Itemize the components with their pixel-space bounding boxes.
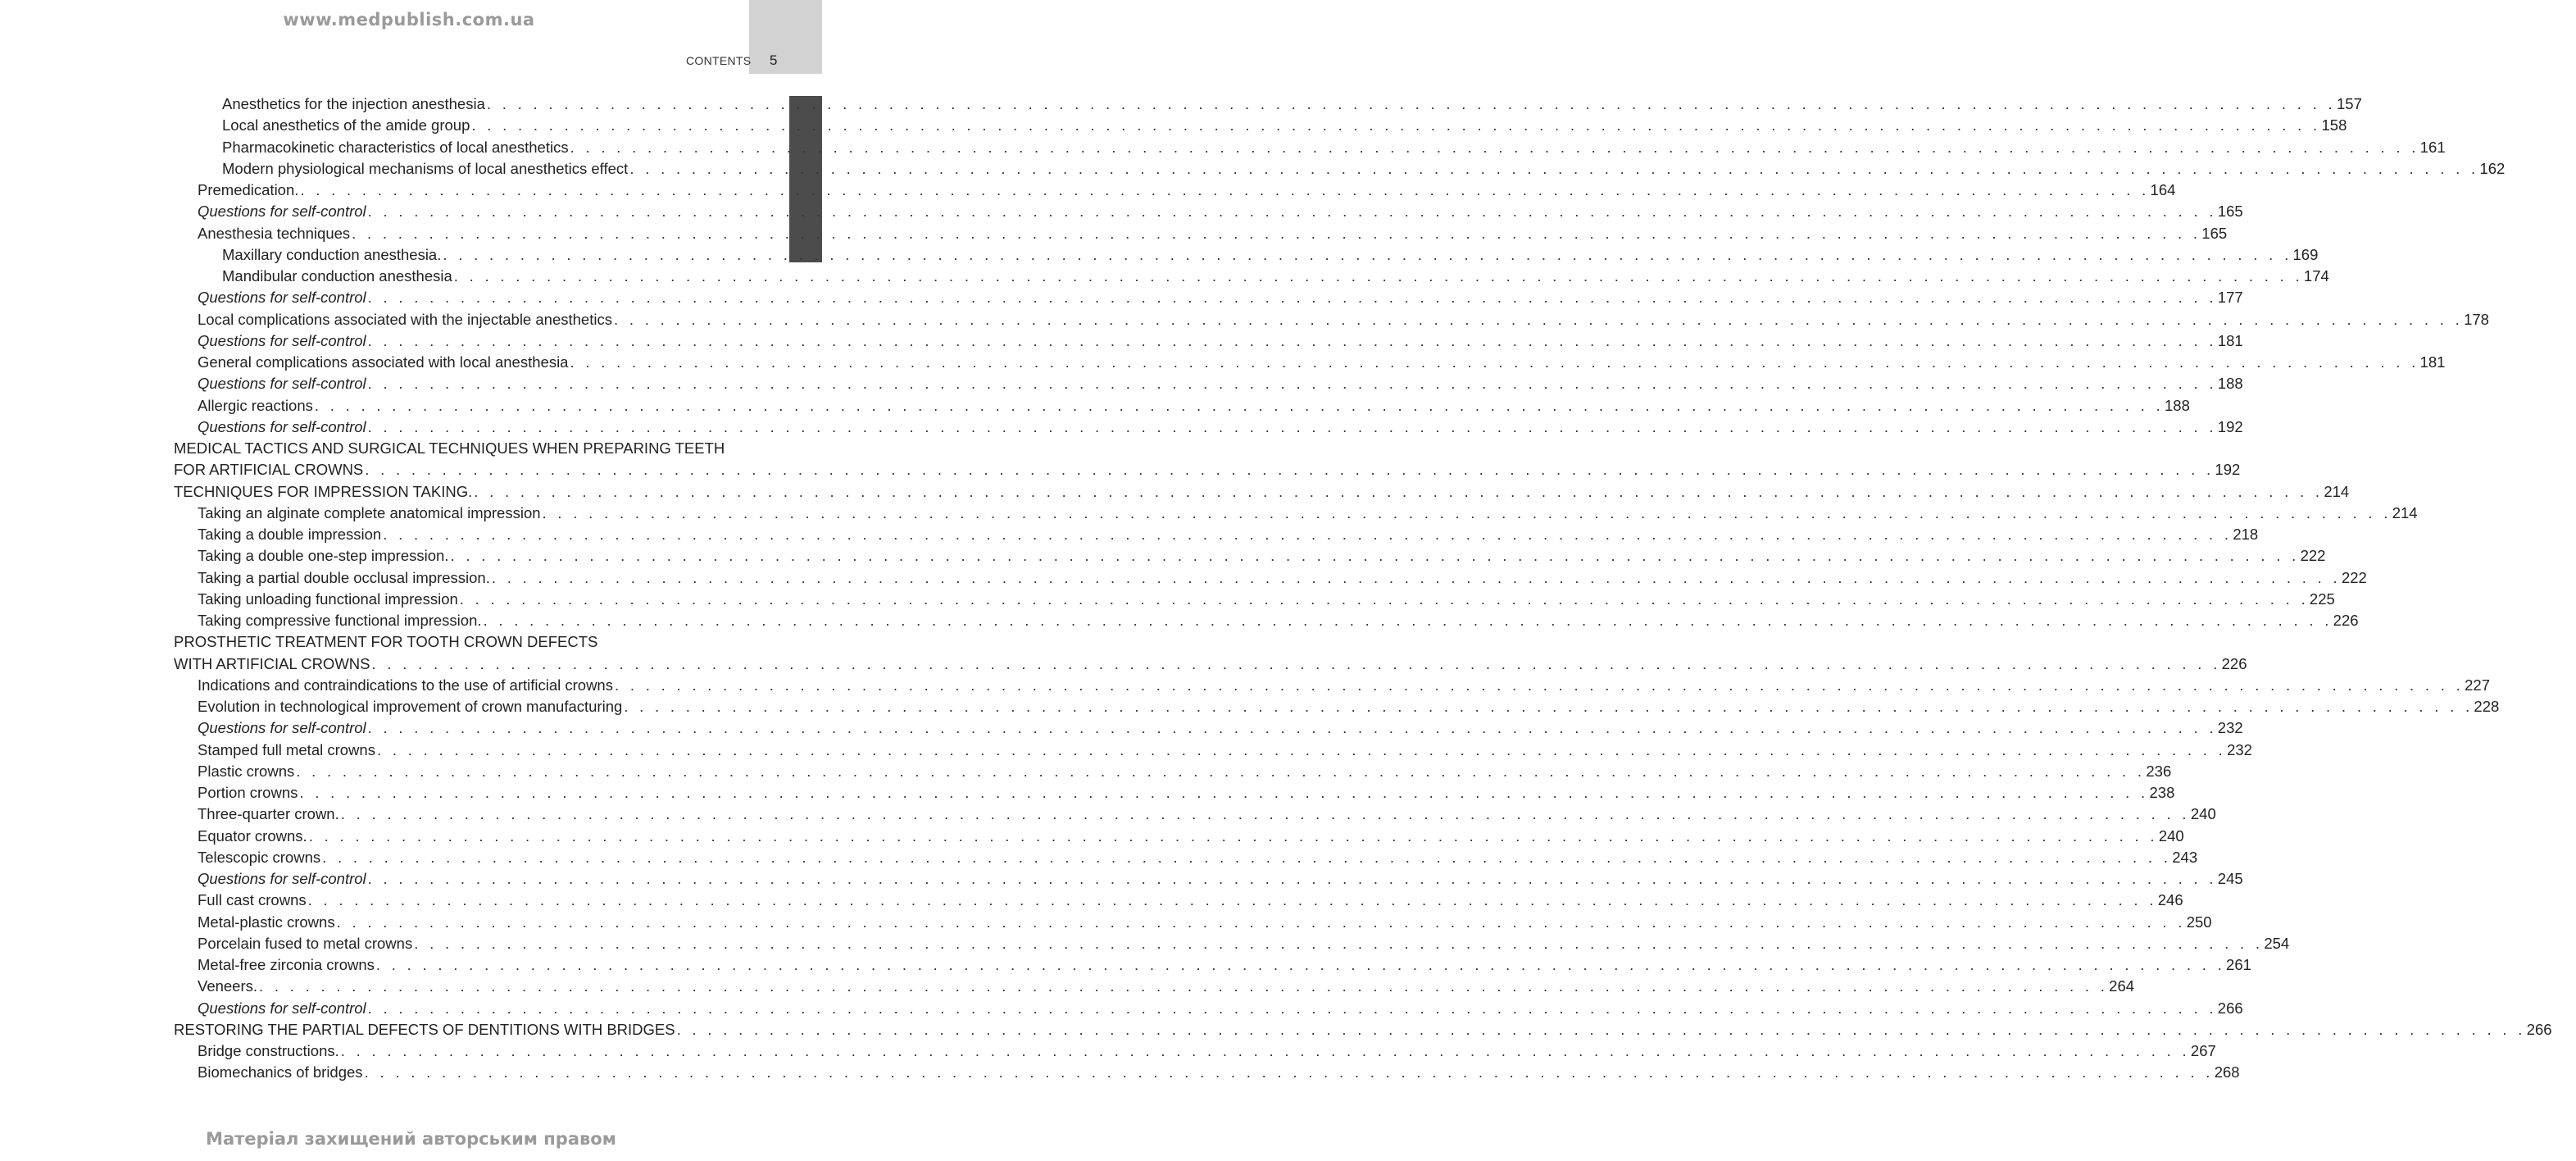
toc-entry-title: Evolution in technological improvement of crown manufacturing [198,696,624,717]
toc-entry-title: Questions for self-control [198,201,368,222]
toc-dot-leader: . . . . . . . . . . . . . . . . . . . . . . . . . . . . . . . . . . . . . . . . . . . . . . . . . . . . . . . . . . . . . . . . . . . . . . . . . . . . . . . . . . . . . . . . . . . . . . . . . . . . . . . . . . . . . . . . . . . . . . . . [570,353,2419,371]
toc-entry-page-number: 177 [2217,287,2243,308]
running-head: CONTENTS [686,54,752,67]
toc-entry-row [198,826,2184,847]
toc-entry[interactable] [222,115,2347,136]
toc-entry-title: Biomechanics of bridges [198,1062,365,1083]
toc-entry-title: Porcelain fused to metal crowns [198,933,414,954]
toc-entry-row [198,373,2243,394]
toc-entry-title: Questions for self-control [198,998,368,1019]
toc-entry-title: Local complications associated with the injectable anesthetics [198,309,614,330]
toc-entry-row [198,1040,2216,1062]
toc-entry-page-number: 174 [2303,266,2329,287]
toc-entry-title: Bridge constructions. [198,1040,341,1062]
toc-entry-row [174,481,2350,503]
toc-entry[interactable] [198,761,2172,782]
toc-entry-row [198,395,2190,417]
toc-entry-title: Questions for self-control [198,330,368,352]
toc-entry-row [198,804,2216,825]
table-of-contents [0,93,2552,1084]
toc-entry-row [174,438,750,459]
toc-entry[interactable] [198,1040,2216,1062]
toc-entry[interactable] [198,675,2490,696]
toc-entry-page-number: 267 [2190,1040,2216,1062]
toc-entry-row [198,223,2228,244]
toc-entry-title: Taking an alginate complete anatomical impression [198,503,543,524]
toc-entry-title: Pharmacokinetic characteristics of local anesthetics [222,137,570,158]
toc-dot-leader: . . . . . . . . . . . . . . . . . . . . . . . . . . . . . . . . . . . . . . . . . . . . . . . . . . . . . . . . . . . . . . . . . . . . . . . . . . . . . . . . . . . . . . . . . . . . . . . . . . . . . . . . . . . . . . . . . . . . . . . . [443,245,2292,263]
toc-entry-row [198,503,2418,524]
toc-entry-title: Metal-free zirconia crowns [198,954,376,976]
toc-entry-page-number: 228 [2473,696,2499,717]
toc-entry-title: Maxillary conduction anesthesia. [222,244,443,266]
toc-entry-page-number: 240 [2158,826,2184,847]
toc-entry-page-number: 169 [2292,244,2319,266]
toc-dot-leader: . . . . . . . . . . . . . . . . . . . . . . . . . . . . . . . . . . . . . . . . . . . . . . . . . . . . . . . . . . . . . . . . . . . . . . . . . . . . . . . . . . . . . . . . . . . . . . . . . . . . . . . . . . . . . . . . . . . . . . . . [308,826,2158,845]
toc-entry-page-number: 266 [2217,998,2243,1019]
toc-entry-title: FOR ARTIFICIAL CROWNS [174,459,365,480]
toc-entry[interactable] [198,1062,2240,1083]
toc-entry-row [198,847,2198,868]
toc-entry[interactable] [198,998,2243,1019]
toc-entry-title: Taking compressive functional impression. [198,610,484,631]
toc-dot-leader: . . . . . . . . . . . . . . . . . . . . . . . . . . . . . . . . . . . . . . . . . . . . . . . . . . . . . . . . . . . . . . . . . . . . . . . . . . . . . . . . . . . . . . . . . . . . . . . . . . . . . . . . . . . . . . . . . . . . . . . . [364,1063,2214,1081]
toc-entry[interactable] [198,180,2176,201]
toc-entry[interactable] [198,352,2446,373]
toc-entry-title: Questions for self-control [198,373,368,394]
toc-dot-leader: . . . . . . . . . . . . . . . . . . . . . . . . . . . . . . . . . . . . . . . . . . . . . . . . . . . . . . . . . . . . . . . . . . . . . . . . . . . . . . . . . . . . . . . . . . . . . . . . . . . . . . . . . . . . . . . . . . . . . . . . [570,138,2419,156]
toc-entry-page-number: 181 [2419,352,2446,373]
toc-entry-row [198,180,2176,201]
toc-entry-row [198,675,2490,696]
toc-entry[interactable] [198,201,2243,222]
toc-entry-title: WITH ARTIFICIAL CROWNS [174,653,371,675]
toc-dot-leader: . . . . . . . . . . . . . . . . . . . . . . . . . . . . . . . . . . . . . . . . . . . . . . . . . . . . . . . . . . . . . . . . . . . . . . . . . . . . . . . . . . . . . . . . . . . . . . . . . . . . . . . . . . . . . . . . . . . . . . . . [614,676,2465,694]
toc-entry-page-number: 246 [2157,890,2183,911]
toc-entry[interactable] [198,826,2184,847]
toc-entry-page-number: 238 [2149,782,2175,804]
toc-dot-leader: . . . . . . . . . . . . . . . . . . . . . . . . . . . . . . . . . . . . . . . . . . . . . . . . . . . . . . . . . . . . . . . . . . . . . . . . . . . . . . . . . . . . . . . . . . . . . . . . . . . . . . . . . . . . . . . . . . . . . . . . [542,503,2392,521]
toc-entry-title: Taking unloading functional impression [198,589,460,610]
toc-entry-row [222,137,2446,158]
toc-entry-page-number: 192 [2217,417,2243,438]
toc-entry[interactable] [198,330,2243,352]
toc-entry-row [198,309,2489,330]
toc-entry-page-number: 222 [2341,567,2367,589]
toc-entry-page-number: 226 [2221,653,2247,675]
toc-entry-page-number: 181 [2217,330,2243,352]
toc-entry-page-number: 157 [2336,93,2362,115]
toc-entry[interactable] [222,93,2362,115]
toc-entry[interactable] [222,137,2446,158]
toc-entry-title: Telescopic crowns [198,847,322,868]
toc-entry-page-number: 250 [2186,912,2212,933]
toc-entry-row [222,244,2319,266]
toc-entry-page-number: 266 [2526,1019,2552,1040]
toc-entry-row [198,933,2290,954]
toc-entry-title: Stamped full metal crowns [198,740,377,761]
toc-entry-page-number: 188 [2217,373,2243,394]
toc-entry[interactable] [174,631,822,653]
toc-entry-title: TECHNIQUES FOR IMPRESSION TAKING. [174,481,474,503]
toc-entry-page-number: 225 [2309,589,2335,610]
toc-entry-page-number: 214 [2392,503,2418,524]
toc-dot-leader: . . . . . . . . . . . . . . . . . . . . . . . . . . . . . . . . . . . . . . . . . . . . . . . . . . . . . . . . . . . . . . . . . . . . . . . . . . . . . . . . . . . . . . . . . . . . . . . . . . . . . . . . . . . . . . . . . . . . . . . . [613,310,2464,328]
page-corner-tab [749,0,822,74]
toc-dot-leader: . . . . . . . . . . . . . . . . . . . . . . . . . . . . . . . . . . . . . . . . . . . . . . . . . . . . . . . . . . . . . . . . . . . . . . . . . . . . . . . . . . . . . . . . . . . . . . . . . . . . . . . . . . . . . . . . . . . . . . . . [367,375,2217,393]
toc-entry-page-number: 165 [2201,223,2227,244]
toc-entry-title: Local anesthetics of the amide group [222,115,471,136]
toc-entry-row [198,740,2252,761]
toc-dot-leader: . . . . . . . . . . . . . . . . . . . . . . . . . . . . . . . . . . . . . . . . . . . . . . . . . . . . . . . . . . . . . . . . . . . . . . . . . . . . . . . . . . . . . . . . . . . . . . . . . . . . . . . . . . . . . . . . . . . . . . . . [629,159,2479,177]
toc-dot-leader: . . . . . . . . . . . . . . . . . . . . . . . . . . . . . . . . . . . . . . . . . . . . . . . . . . . . . . . . . . . . . . . . . . . . . . . . . . . . . . . . . . . . . . . . . . . . . . . . . . . . . . . . . . . . . . . . . . . . . . . . [383,526,2233,543]
toc-dot-leader: . . . . . . . . . . . . . . . . . . . . . . . . . . . . . . . . . . . . . . . . . . . . . . . . . . . . . . . . . . . . . . . . . . . . . . . . . . . . . . . . . . . . . . . . . . . . . . . . . . . . . . . . . . . . . . . . . . . . . . . . [483,612,2333,629]
toc-entry-row [198,589,2335,610]
toc-entry-title: Anesthetics for the injection anesthesia [222,93,487,115]
toc-entry-row [198,868,2243,890]
toc-dot-leader: . . . . . . . . . . . . . . . . . . . . . . . . . . . . . . . . . . . . . . . . . . . . . . . . . . . . . . . . . . . . . . . . . . . . . . . . . . . . . . . . . . . . . . . . . . . . . . . . . . . . . . . . . . . . . . . . . . . . . . . . [336,913,2186,931]
toc-entry-page-number: 188 [2164,395,2190,417]
toc-entry-title: PROSTHETIC TREATMENT FOR TOOTH CROWN DEFECTS [174,631,599,653]
toc-entry-row [174,653,2247,675]
toc-entry-page-number: 243 [2171,847,2197,868]
toc-entry[interactable] [198,717,2243,739]
toc-entry-title: Three-quarter crown. [198,804,341,825]
toc-entry-title: Taking a double impression [198,524,383,545]
toc-entry-page-number: 162 [2478,158,2505,180]
toc-entry-title: General complications associated with local anesthesia [198,352,570,373]
toc-entry[interactable] [222,266,2329,287]
toc-entry-title: MEDICAL TACTICS AND SURGICAL TECHNIQUES WHEN PREPARING TEETH [174,438,726,459]
toc-entry-row [198,696,2500,717]
toc-entry[interactable] [198,954,2251,976]
toc-entry-title: Anesthesia techniques [198,223,352,244]
toc-entry-page-number: 164 [2150,180,2176,201]
toc-entry[interactable] [198,976,2135,997]
toc-entry-page-number: 178 [2463,309,2489,330]
toc-dot-leader: . . . . . . . . . . . . . . . . . . . . . . . . . . . . . . . . . . . . . . . . . . . . . . . . . . . . . . . . . . . . . . . . . . . . . . . . . . . . . . . . . . . . . . . . . . . . . . . . . . . . . . . . . . . . . . . . . . . . . . . . [367,289,2217,307]
toc-dot-leader: . . . . . . . . . . . . . . . . . . . . . . . . . . . . . . . . . . . . . . . . . . . . . . . . . . . . . . . . . . . . . . . . . . . . . . . . . . . . . . . . . . . . . . . . . . . . . . . . . . . . . . . . . . . . . . . . . . . . . . . . [367,870,2217,887]
toc-dot-leader: . . . . . . . . . . . . . . . . . . . . . . . . . . . . . . . . . . . . . . . . . . . . . . . . . . . . . . . . . . . . . . . . . . . . . . . . . . . . . . . . . . . . . . . . . . . . . . . . . . . . . . . . . . . . . . . . . . . . . . . . [367,999,2217,1017]
toc-entry[interactable] [222,158,2506,180]
toc-entry-title: Mandibular conduction anesthesia [222,266,454,287]
toc-dot-leader: . . . . . . . . . . . . . . . . . . . . . . . . . . . . . . . . . . . . . . . . . . . . . . . . . . . . . . . . . . . . . . . . . . . . . . . . . . . . . . . . . . . . . . . . . . . . . . . . . . . . . . . . . . . . . . . . . . . . . . . . [340,805,2190,823]
toc-entry[interactable] [174,1019,2552,1040]
toc-entry[interactable] [198,912,2212,933]
toc-entry-title: Allergic reactions [198,395,315,417]
toc-dot-leader: . . . . . . . . . . . . . . . . . . . . . . . . . . . . . . . . . . . . . . . . . . . . . . . . . . . . . . . . . . . . . . . . . . . . . . . . . . . . . . . . . . . . . . . . . . . . . . . . . . . . . . . . . . . . . . . . . . . . . . . . [459,590,2309,608]
toc-entry-page-number: 254 [2263,933,2289,954]
toc-entry[interactable] [198,373,2243,394]
toc-entry-page-number: 227 [2464,675,2490,696]
toc-entry-page-number: 240 [2190,804,2216,825]
toc-entry-row [198,330,2243,352]
toc-dot-leader: . . . . . . . . . . . . . . . . . . . . . . . . . . . . . . . . . . . . . . . . . . . . . . . . . . . . . . . . . . . . . . . . . . . . . . . . . . . . . . . . . . . . . . . . . . . . . . . . . . . . . . . . . . . . . . . . . . . . . . . . [471,116,2321,134]
toc-entry-row [198,201,2243,222]
toc-dot-leader: . . . . . . . . . . . . . . . . . . . . . . . . . . . . . . . . . . . . . . . . . . . . . . . . . . . . . . . . . . . . . . . . . . . . . . . . . . . . . . . . . . . . . . . . . . . . . . . . . . . . . . . . . . . . . . . . . . . . . . . . [624,698,2474,715]
toc-dot-leader: . . . . . . . . . . . . . . . . . . . . . . . . . . . . . . . . . . . . . . . . . . . . . . . . . . . . . . . . . . . . . . . . . . . . . . . . . . . . . . . . . . . . . . . . . . . . . . . . . . . . . . . . . . . . . . . . . . . . . . . . [314,396,2165,414]
toc-dot-leader: . . . . . . . . . . . . . . . . . . . . . . . . . . . . . . . . . . . . . . . . . . . . . . . . . . . . . . . . . . . . . . . . . . . . . . . . . . . . . . . . . . . . . . . . . . . . . . . . . . . . . . . . . . . . . . . . . . . . . . . . [367,417,2217,435]
toc-entry-page-number: 192 [2214,459,2240,480]
toc-entry-row [222,158,2506,180]
toc-dot-leader: . . . . . . . . . . . . . . . . . . . . . . . . . . . . . . . . . . . . . . . . . . . . . . . . . . . . . . . . . . . . . . . . . . . . . . . . . . . . . . . . . . . . . . . . . . . . . . . . . . . . . . . . . . . . . . . . . . . . . . . . [676,1020,2526,1038]
toc-entry-title: Veneers. [198,976,259,997]
toc-entry[interactable] [198,847,2198,868]
toc-entry[interactable] [198,933,2290,954]
toc-entry-title: Full cast crowns [198,890,308,911]
toc-entry[interactable] [198,567,2367,589]
toc-entry[interactable] [198,417,2243,438]
watermark-top: www.medpublish.com.ua [283,10,535,30]
toc-dot-leader: . . . . . . . . . . . . . . . . . . . . . . . . . . . . . . . . . . . . . . . . . . . . . . . . . . . . . . . . . . . . . . . . . . . . . . . . . . . . . . . . . . . . . . . . . . . . . . . . . . . . . . . . . . . . . . . . . . . . . . . . [299,784,2149,801]
toc-entry-page-number: 264 [2108,976,2134,997]
toc-entry-row [198,954,2251,976]
toc-entry[interactable] [198,804,2216,825]
toc-entry-page-number: 232 [2226,740,2252,761]
toc-entry-page-number: 232 [2217,717,2243,739]
toc-entry-page-number: 268 [2214,1062,2240,1083]
toc-entry[interactable] [198,740,2252,761]
toc-dot-leader: . . . . . . . . . . . . . . . . . . . . . . . . . . . . . . . . . . . . . . . . . . . . . . . . . . . . . . . . . . . . . . . . . . . . . . . . . . . . . . . . . . . . . . . . . . . . . . . . . . . . . . . . . . . . . . . . . . . . . . . . [491,568,2341,586]
toc-entry[interactable] [198,868,2243,890]
toc-entry-row [198,352,2446,373]
toc-entry-title: Portion crowns [198,782,299,804]
toc-entry[interactable] [198,890,2183,911]
toc-entry-title: RESTORING THE PARTIAL DEFECTS OF DENTITIONS WITH BRIDGES [174,1019,677,1040]
toc-entry-row [198,782,2175,804]
toc-entry-row [174,1019,2552,1040]
toc-dot-leader: . . . . . . . . . . . . . . . . . . . . . . . . . . . . . . . . . . . . . . . . . . . . . . . . . . . . . . . . . . . . . . . . . . . . . . . . . . . . . . . . . . . . . . . . . . . . . . . . . . . . . . . . . . . . . . . . . . . . . . . . [375,956,2226,973]
toc-entry-row [222,266,2329,287]
toc-dot-leader: . . . . . . . . . . . . . . . . . . . . . . . . . . . . . . . . . . . . . . . . . . . . . . . . . . . . . . . . . . . . . . . . . . . . . . . . . . . . . . . . . . . . . . . . . . . . . . . . . . . . . . . . . . . . . . . . . . . . . . . . [296,762,2146,780]
toc-entry[interactable] [174,481,2350,503]
toc-entry-page-number: 161 [2419,137,2446,158]
toc-entry-title: Plastic crowns [198,761,296,782]
toc-entry-title: Metal-plastic crowns [198,912,337,933]
toc-entry-title: Questions for self-control [198,287,368,308]
watermark-bottom: Матеріал захищений авторським правом [206,1129,616,1149]
toc-entry-row [198,524,2259,545]
toc-entry-page-number [2448,631,2449,653]
toc-entry-row [198,912,2212,933]
toc-entry-page-number: 226 [2333,610,2359,631]
toc-entry[interactable] [174,438,822,459]
toc-entry-row [198,976,2135,997]
toc-entry[interactable] [198,503,2418,524]
toc-entry[interactable] [198,287,2243,308]
toc-entry[interactable] [198,524,2259,545]
toc-entry-row [198,761,2172,782]
toc-entry-title: Modern physiological mechanisms of local anesthetics effect [222,158,629,180]
toc-entry-page-number: 222 [2300,545,2326,567]
toc-dot-leader: . . . . . . . . . . . . . . . . . . . . . . . . . . . . . . . . . . . . . . . . . . . . . . . . . . . . . . . . . . . . . . . . . . . . . . . . . . . . . . . . . . . . . . . . . . . . . . . . . . . . . . . . . . . . . . . . . . . . . . . . [486,95,2336,112]
toc-dot-leader: . . . . . . . . . . . . . . . . . . . . . . . . . . . . . . . . . . . . . . . . . . . . . . . . . . . . . . . . . . . . . . . . . . . . . . . . . . . . . . . . . . . . . . . . . . . . . . . . . . . . . . . . . . . . . . . . . . . . . . . . [453,267,2303,285]
toc-dot-leader: . . . . . . . . . . . . . . . . . . . . . . . . . . . . . . . . . . . . . . . . . . . . . . . . . . . . . . . . . . . . . . . . . . . . . . . . . . . . . . . . . . . . . . . . . . . . . . . . . . . . . . . . . . . . . . . . . . . . . . . . [259,977,2109,995]
toc-dot-leader: . . . . . . . . . . . . . . . . . . . . . . . . . . . . . . . . . . . . . . . . . . . . . . . . . . . . . . . . . . . . . . . . . . . . . . . . . . . . . . . . . . . . . . . . . . . . . . . . . . . . . . . . . . . . . . . . . . . . . . . . [365,461,2215,479]
toc-entry-row [222,93,2362,115]
toc-dot-leader: . . . . . . . . . . . . . . . . . . . . . . . . . . . . . . . . . . . . . . . . . . . . . . . . . . . . . . . . . . . . . . . . . . . . . . . . . . . . . . . . . . . . . . . . . . . . . . . . . . . . . . . . . . . . . . . . . . . . . . . . [371,654,2221,672]
toc-entry-row [198,567,2367,589]
toc-entry-row [198,417,2243,438]
toc-entry-title: Equator crowns. [198,826,309,847]
toc-entry-title: Taking a partial double occlusal impression. [198,567,492,589]
toc-dot-leader: . . . . . . . . . . . . . . . . . . . . . . . . . . . . . . . . . . . . . . . . . . . . . . . . . . . . . . . . . . . . . . . . . . . . . . . . . . . . . . . . . . . . . . . . . . . . . . . . . . . . . . . . . . . . . . . . . . . . . . . . [376,740,2227,758]
toc-entry-row [174,631,750,653]
toc-dot-leader: . . . . . . . . . . . . . . . . . . . . . . . . . . . . . . . . . . . . . . . . . . . . . . . . . . . . . . . . . . . . . . . . . . . . . . . . . . . . . . . . . . . . . . . . . . . . . . . . . . . . . . . . . . . . . . . . . . . . . . . . [367,331,2217,349]
toc-entry[interactable] [222,244,2319,266]
toc-entry-page-number: 261 [2225,954,2251,976]
page-number: 5 [770,52,778,68]
toc-entry[interactable] [198,545,2326,567]
toc-dot-leader: . . . . . . . . . . . . . . . . . . . . . . . . . . . . . . . . . . . . . . . . . . . . . . . . . . . . . . . . . . . . . . . . . . . . . . . . . . . . . . . . . . . . . . . . . . . . . . . . . . . . . . . . . . . . . . . . . . . . . . . . [474,482,2324,500]
toc-entry-row [198,890,2183,911]
toc-entry-title: Taking a double one-step impression. [198,545,450,567]
toc-entry-row [222,115,2347,136]
toc-entry-page-number: 158 [2321,115,2347,136]
toc-entry-row [198,717,2243,739]
toc-dot-leader: . . . . . . . . . . . . . . . . . . . . . . . . . . . . . . . . . . . . . . . . . . . . . . . . . . . . . . . . . . . . . . . . . . . . . . . . . . . . . . . . . . . . . . . . . . . . . . . . . . . . . . . . . . . . . . . . . . . . . . . . [322,848,2172,866]
toc-dot-leader: . . . . . . . . . . . . . . . . . . . . . . . . . . . . . . . . . . . . . . . . . . . . . . . . . . . . . . . . . . . . . . . . . . . . . . . . . . . . . . . . . . . . . . . . . . . . . . . . . . . . . . . . . . . . . . . . . . . . . . . . [300,181,2150,198]
toc-entry-title: Premedication. [198,180,300,201]
toc-dot-leader: . . . . . . . . . . . . . . . . . . . . . . . . . . . . . . . . . . . . . . . . . . . . . . . . . . . . . . . . . . . . . . . . . . . . . . . . . . . . . . . . . . . . . . . . . . . . . . . . . . . . . . . . . . . . . . . . . . . . . . . . [340,1042,2190,1059]
toc-entry-page-number: 218 [2232,524,2258,545]
toc-entry-row [174,459,2241,480]
toc-dot-leader: . . . . . . . . . . . . . . . . . . . . . . . . . . . . . . . . . . . . . . . . . . . . . . . . . . . . . . . . . . . . . . . . . . . . . . . . . . . . . . . . . . . . . . . . . . . . . . . . . . . . . . . . . . . . . . . . . . . . . . . . [367,203,2217,221]
toc-entry[interactable] [198,395,2190,417]
toc-entry[interactable] [198,610,2359,631]
toc-entry-title: Indications and contraindications to the use of artificial crowns [198,675,615,696]
toc-entry[interactable] [198,223,2228,244]
toc-entry-row [198,287,2243,308]
toc-entry-row [198,1062,2240,1083]
toc-entry-title: Questions for self-control [198,868,368,890]
toc-dot-leader: . . . . . . . . . . . . . . . . . . . . . . . . . . . . . . . . . . . . . . . . . . . . . . . . . . . . . . . . . . . . . . . . . . . . . . . . . . . . . . . . . . . . . . . . . . . . . . . . . . . . . . . . . . . . . . . . . . . . . . . . [450,547,2300,565]
toc-entry-row [198,610,2359,631]
toc-entry[interactable] [174,459,2241,480]
toc-entry[interactable] [198,696,2500,717]
toc-entry[interactable] [198,782,2175,804]
toc-entry-page-number: 214 [2323,481,2349,503]
toc-dot-leader: . . . . . . . . . . . . . . . . . . . . . . . . . . . . . . . . . . . . . . . . . . . . . . . . . . . . . . . . . . . . . . . . . . . . . . . . . . . . . . . . . . . . . . . . . . . . . . . . . . . . . . . . . . . . . . . . . . . . . . . . [352,224,2201,242]
toc-dot-leader: . . . . . . . . . . . . . . . . . . . . . . . . . . . . . . . . . . . . . . . . . . . . . . . . . . . . . . . . . . . . . . . . . . . . . . . . . . . . . . . . . . . . . . . . . . . . . . . . . . . . . . . . . . . . . . . . . . . . . . . . [367,719,2217,737]
toc-entry-page-number: 236 [2145,761,2171,782]
toc-entry-row [198,545,2326,567]
toc-dot-leader: . . . . . . . . . . . . . . . . . . . . . . . . . . . . . . . . . . . . . . . . . . . . . . . . . . . . . . . . . . . . . . . . . . . . . . . . . . . . . . . . . . . . . . . . . . . . . . . . . . . . . . . . . . . . . . . . . . . . . . . . [414,934,2264,952]
toc-entry-title: Questions for self-control [198,417,368,438]
toc-entry-title: Questions for self-control [198,717,368,739]
toc-entry-page-number: 245 [2217,868,2243,890]
toc-dot-leader: . . . . . . . . . . . . . . . . . . . . . . . . . . . . . . . . . . . . . . . . . . . . . . . . . . . . . . . . . . . . . . . . . . . . . . . . . . . . . . . . . . . . . . . . . . . . . . . . . . . . . . . . . . . . . . . . . . . . . . . . [307,891,2157,909]
toc-entry[interactable] [174,653,2247,675]
toc-entry-page-number: 165 [2217,201,2243,222]
toc-entry[interactable] [198,309,2489,330]
toc-entry-row [198,998,2243,1019]
toc-entry[interactable] [198,589,2335,610]
